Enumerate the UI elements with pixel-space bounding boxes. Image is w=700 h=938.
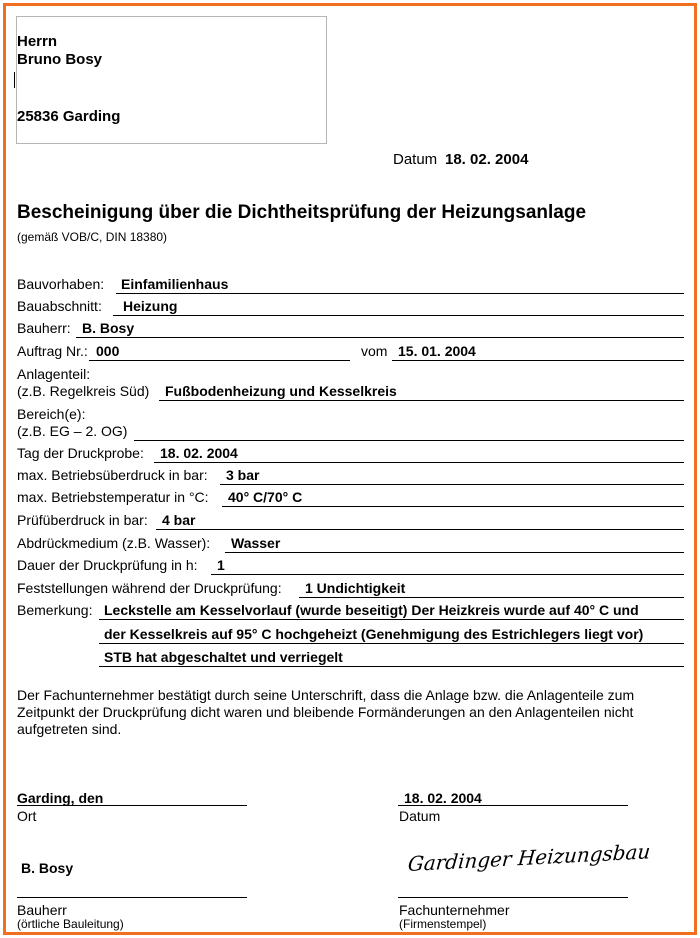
line-bauherr	[76, 337, 684, 338]
label-tag: Tag der Druckprobe:	[17, 445, 144, 461]
line-bauabschnitt	[113, 315, 684, 316]
label-auftrag: Auftrag Nr.:	[17, 343, 88, 359]
line-company-signature	[398, 897, 628, 898]
date-value: 18. 02. 2004	[445, 151, 529, 168]
label-pruefueberdruck: Prüfüberdruck in bar:	[17, 512, 148, 528]
value-betriebsueberdruck: 3 bar	[226, 467, 260, 483]
label-bauabschnitt: Bauabschnitt:	[17, 298, 102, 314]
label-betriebsueberdruck: max. Betriebsüberdruck in bar:	[17, 467, 208, 483]
label-anlagenteil: Anlagenteil:	[17, 366, 91, 382]
line-bemerkung-3	[99, 666, 684, 667]
signature-place-value: Garding, den	[17, 790, 104, 806]
value-anlagenteil: Fußbodenheizung und Kesselkreis	[165, 383, 397, 399]
label-dauer: Dauer der Druckprüfung in h:	[17, 557, 198, 573]
value-betriebstemperatur: 40° C/70° C	[228, 489, 303, 505]
line-vom	[392, 360, 684, 361]
company-handwritten-signature: Gardinger Heizungsbau	[406, 839, 652, 877]
line-tag	[154, 462, 684, 463]
value-vom: 15. 01. 2004	[398, 343, 476, 359]
signature-place-label: Ort	[17, 808, 37, 824]
owner-name: B. Bosy	[21, 860, 74, 876]
line-abdrueckmedium	[225, 552, 684, 553]
line-auftrag	[89, 360, 350, 361]
line-signature-place	[17, 805, 247, 806]
label-bemerkung: Bemerkung:	[17, 602, 93, 618]
value-pruefueberdruck: 4 bar	[162, 512, 196, 528]
hint-bereich: (z.B. EG – 2. OG)	[17, 423, 128, 439]
line-betriebsueberdruck	[220, 484, 684, 485]
address-city: 25836 Garding	[17, 108, 121, 125]
value-dauer: 1	[217, 557, 225, 573]
value-abdrueckmedium: Wasser	[231, 535, 281, 551]
value-bauabschnitt: Heizung	[123, 298, 178, 314]
address-salutation: Herrn	[17, 33, 58, 50]
value-feststellungen: 1 Undichtigkeit	[305, 580, 406, 596]
value-bemerkung-line-2: der Kesselkreis auf 95° C hochgeheizt (Genehmigung des Estrichlegers liegt vor)	[104, 626, 644, 642]
hint-anlagenteil: (z.B. Regelkreis Süd)	[17, 383, 150, 399]
document-subtitle: (gemäß VOB/C, DIN 18380)	[17, 230, 168, 244]
value-bauvorhaben: Einfamilienhaus	[121, 276, 229, 292]
date-label: Datum	[393, 151, 438, 168]
company-label: Fachunternehmer	[399, 902, 510, 918]
line-owner-signature	[17, 897, 247, 898]
line-feststellungen	[299, 597, 684, 598]
address-name: Bruno Bosy	[17, 51, 103, 68]
label-vom: vom	[361, 343, 388, 359]
label-bauvorhaben: Bauvorhaben:	[17, 276, 105, 292]
line-bauvorhaben	[116, 293, 684, 294]
value-bemerkung-line-1: Leckstelle am Kesselvorlauf (wurde beseitigt) Der Heizkreis wurde auf 40° C und	[104, 602, 639, 618]
document-title: Bescheinigung über die Dichtheitsprüfung der Heizungsanlage	[17, 202, 587, 223]
signature-date-label: Datum	[399, 808, 441, 824]
line-dauer	[211, 574, 684, 575]
line-bereich	[134, 440, 684, 441]
line-signature-date	[398, 805, 628, 806]
value-bauherr: B. Bosy	[82, 320, 135, 336]
line-betriebstemperatur	[222, 506, 684, 507]
signature-date-value: 18. 02. 2004	[404, 790, 482, 806]
line-bemerkung-2	[99, 643, 684, 644]
value-auftrag: 000	[96, 343, 120, 359]
value-bemerkung-line-3: STB hat abgeschaltet und verriegelt	[104, 649, 343, 665]
line-pruefueberdruck	[156, 529, 684, 530]
label-bereich: Bereich(e):	[17, 406, 86, 422]
company-note: (Firmenstempel)	[399, 917, 487, 931]
label-abdrueckmedium: Abdrückmedium (z.B. Wasser):	[17, 535, 211, 551]
label-betriebstemperatur: max. Betriebstemperatur in °C:	[17, 489, 209, 505]
text-cursor	[14, 72, 15, 88]
label-feststellungen: Feststellungen während der Druckprüfung:	[17, 580, 282, 596]
owner-label: Bauherr	[17, 902, 67, 918]
owner-note: (örtliche Bauleitung)	[17, 917, 124, 931]
line-bemerkung-1	[99, 619, 684, 620]
confirmation-text: Der Fachunternehmer bestätigt durch seine Unterschrift, dass die Anlage bzw. die Anlagenteile zum Zeitpunkt der Druckprüfung dicht waren und bleibende Formänderungen an den Anlagenteilen nicht aufgetreten sind.	[17, 687, 635, 737]
label-bauherr: Bauherr:	[17, 320, 71, 336]
line-anlagenteil	[159, 400, 684, 401]
value-tag: 18. 02. 2004	[160, 445, 238, 461]
